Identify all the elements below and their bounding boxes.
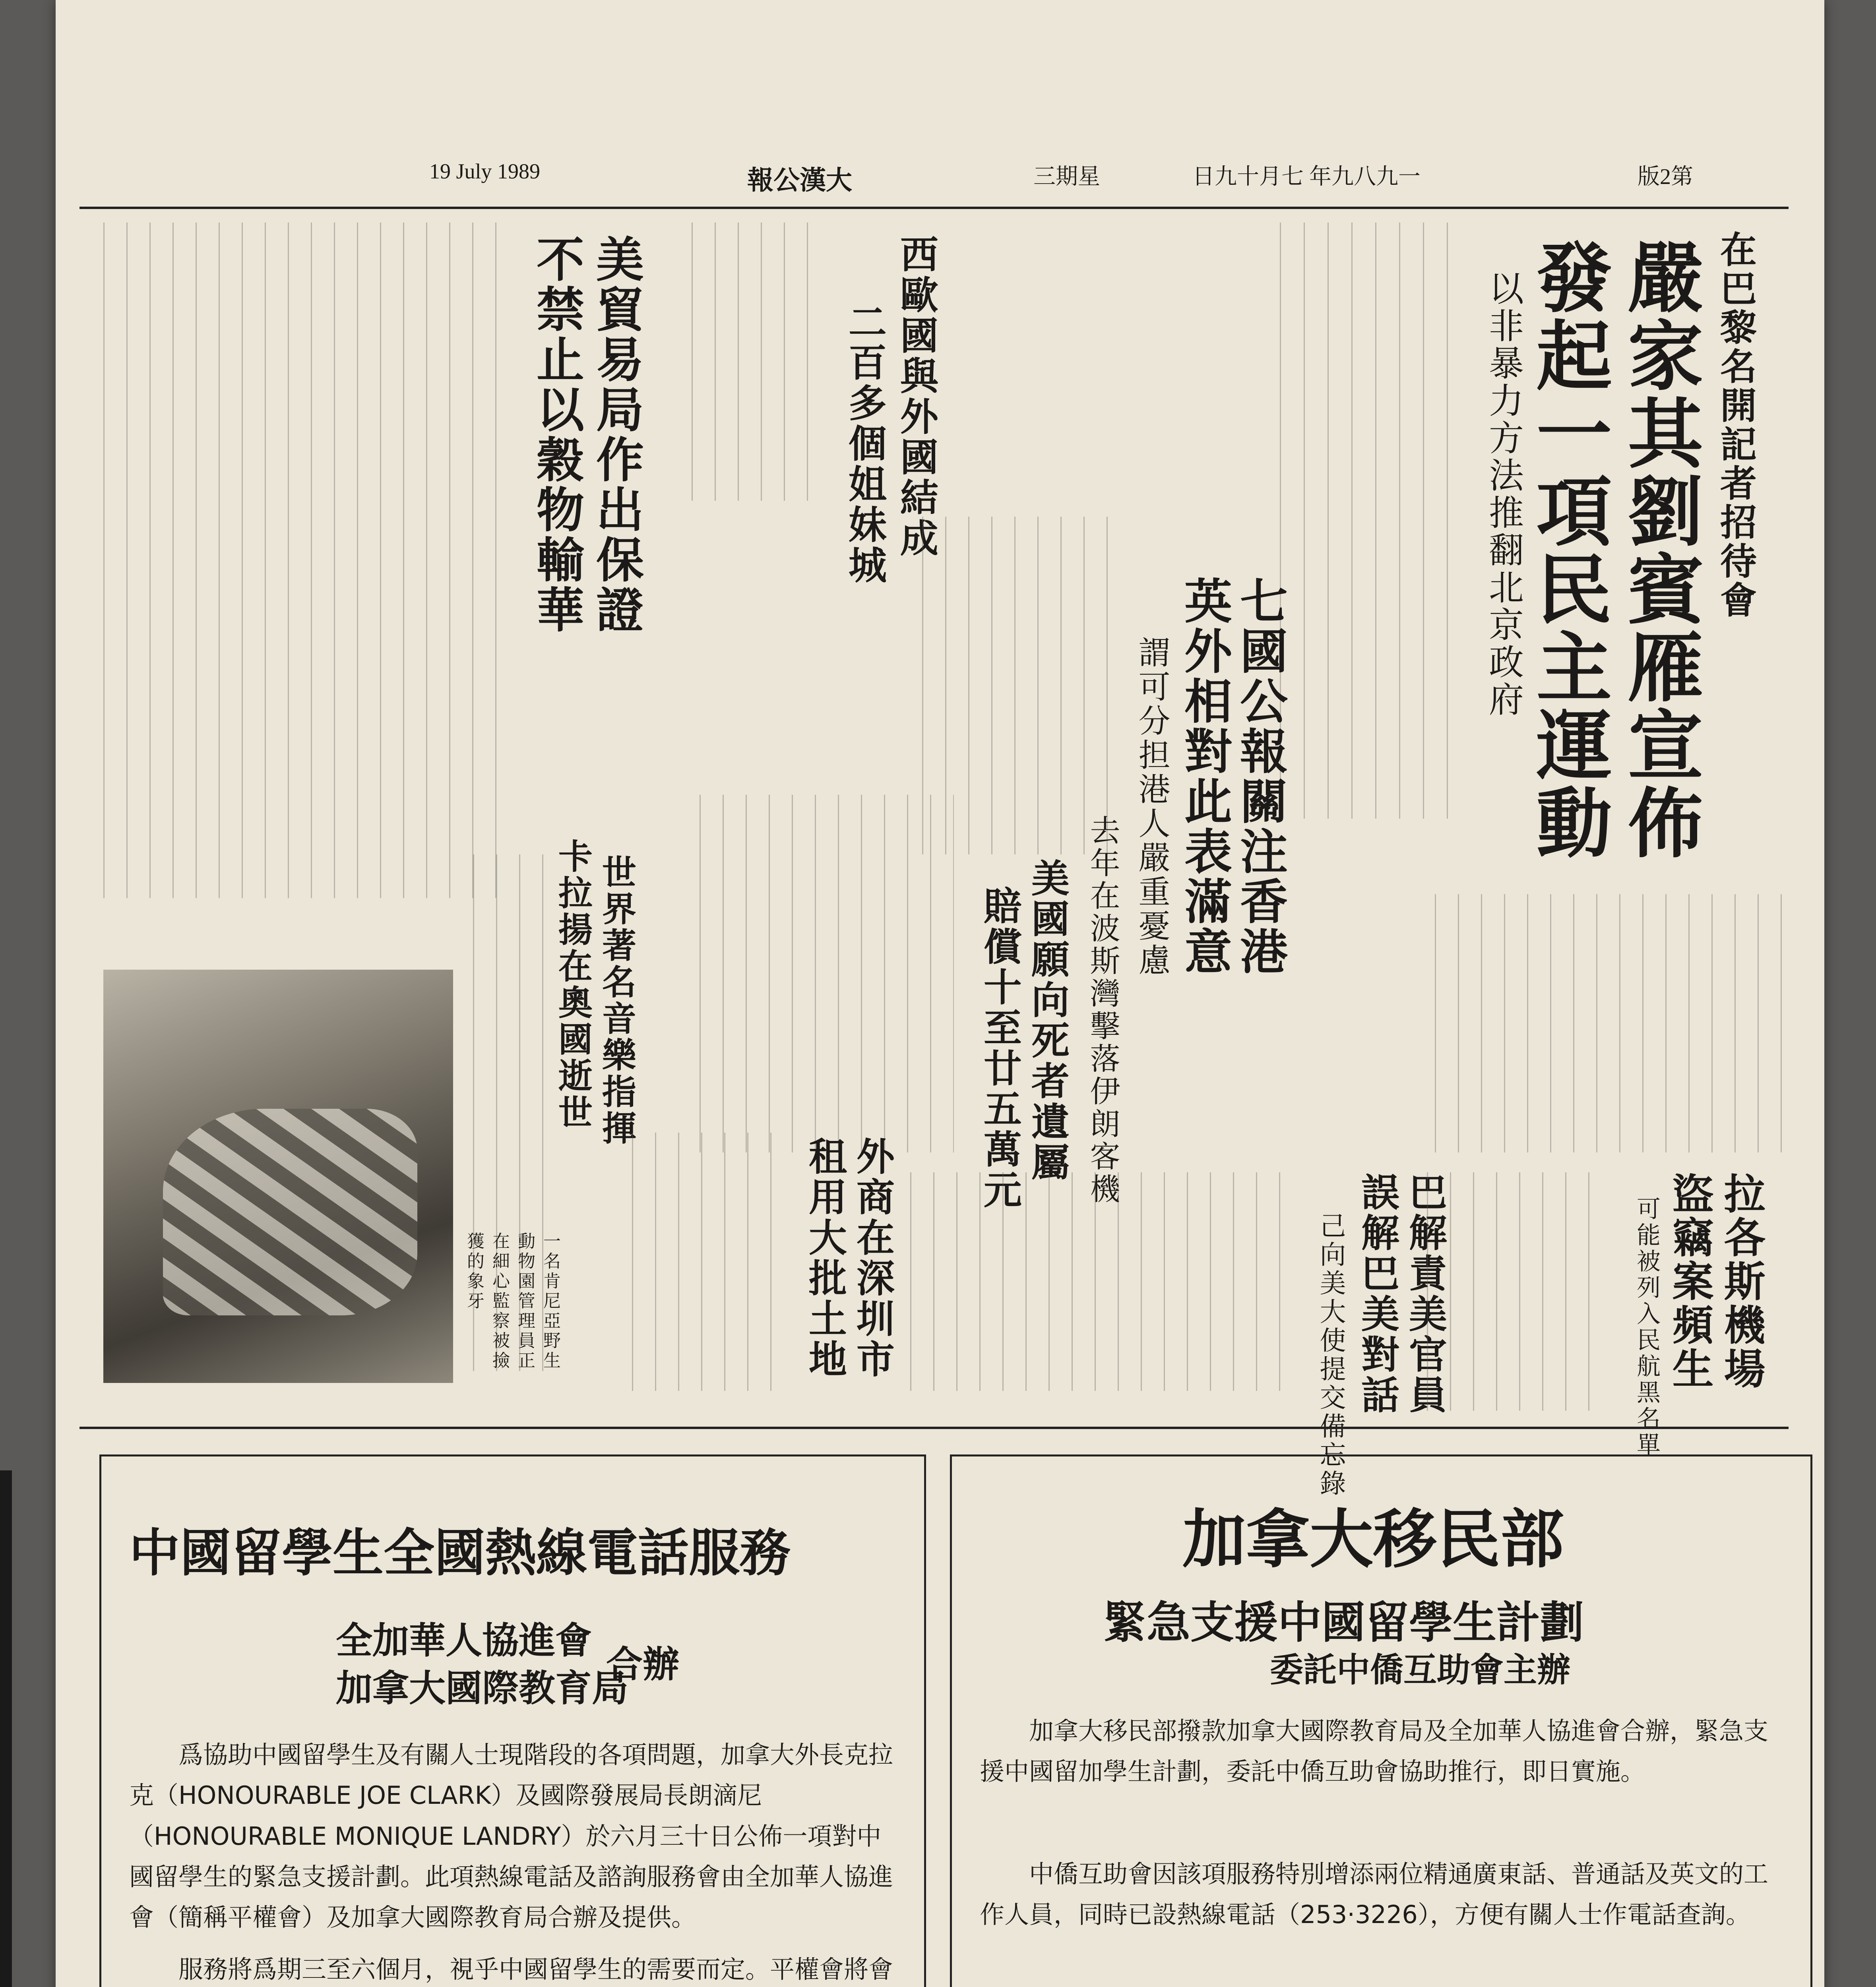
hk-subhead: 謂可分担港人嚴重憂慮 bbox=[1133, 636, 1170, 978]
panama-subhead: 己向美大使提交備忘錄 bbox=[1315, 1212, 1346, 1498]
airport-headline-1: 拉各斯機場 bbox=[1717, 1172, 1766, 1391]
ad-hotline-paragraph-1: 爲協助中國留學生及有關人士現階段的各項問題，加拿大外長克拉克（HONOURABLE JOE CLARK）及國際發展局長朗滴尼（HONOURABLE MONIQUE LANDRY）於六月三十日公佈一項對中國留學生的緊急支援計劃。此項熱線電話及諮詢服務會由全加華人協進會（簡稱平權會）及加拿大國際教育局合辦及提供。 bbox=[129, 1740, 893, 1932]
ad-immigration-sponsor: 委託中僑互助會主辦 bbox=[1270, 1650, 1571, 1689]
ad-hotline-org-2: 加拿大國際教育局 bbox=[336, 1667, 629, 1710]
ad-hotline-org-1: 全加華人協進會 bbox=[336, 1619, 592, 1662]
ad-immigration-title: 加拿大移民部 bbox=[1182, 1502, 1564, 1576]
panama-body-text bbox=[910, 1172, 1292, 1391]
sister-headline-2: 二百多個姐妹城 bbox=[842, 302, 887, 586]
democracy-subhead: 以非暴力方法推翻北京政府 bbox=[1483, 270, 1524, 718]
democracy-body-text bbox=[1280, 223, 1463, 819]
ad-immigration-paragraph-1: 加拿大移民部撥款加拿大國際教育局及全加華人協進會合辦，緊急支援中國留加學生計劃，委託中僑互助會協助推行，即日實施。 bbox=[980, 1716, 1769, 1786]
shenzhen-headline-2: 租用大批土地 bbox=[802, 1137, 847, 1380]
hk-headline-1: 七國公報關注香港 bbox=[1232, 576, 1287, 977]
airport-subhead: 可能被列入民航黑名單 bbox=[1633, 1196, 1661, 1458]
trade-headline-1: 美貿易局作出保證 bbox=[588, 234, 643, 635]
ads-top-rule bbox=[79, 1427, 1789, 1429]
paper-name: 報公漢大 bbox=[747, 166, 852, 195]
newspaper-page bbox=[56, 0, 1824, 1987]
panama-headline-2: 誤解巴美對話 bbox=[1355, 1172, 1400, 1416]
democracy-kicker: 在巴黎名開記者招待會 bbox=[1714, 230, 1757, 620]
masthead bbox=[79, 151, 1797, 195]
hk-headline-2: 英外相對此表滿意 bbox=[1176, 576, 1232, 977]
page-number: 版2第 bbox=[1638, 165, 1693, 189]
shenzhen-body-text bbox=[632, 1133, 791, 1391]
ad-hotline-paragraph-2: 服務將爲期三至六個月，視乎中國留學生的需要而定。平權會將會 bbox=[178, 1955, 893, 1984]
weekday: 三期星 bbox=[1033, 165, 1100, 189]
ad-immigration bbox=[950, 1454, 1812, 1987]
ad-hotline bbox=[99, 1454, 926, 1987]
ad-immigration-paragraph-2: 中僑互助會因該項服務特別增添兩位精通廣東話、普通話及英文的工作人員，同時已設熱線電話（253·3226），方便有關人士作電話查詢。 bbox=[980, 1859, 1769, 1929]
airport-headline-2: 盜竊案頻生 bbox=[1665, 1172, 1714, 1391]
sister-headline-1: 西歐國與外國結成 bbox=[894, 234, 939, 559]
trade-body-text bbox=[103, 223, 513, 898]
ad-hotline-joint: 合辦 bbox=[606, 1643, 680, 1686]
trade-headline-2: 不禁止以穀物輸華 bbox=[529, 234, 584, 635]
conductor-headline-1: 世界著名音樂指揮 bbox=[596, 854, 636, 1147]
sister-body-text bbox=[692, 223, 827, 501]
date-english: 19 July 1989 bbox=[429, 159, 541, 183]
iran-headline-2: 賠償十至廿五萬元 bbox=[977, 886, 1022, 1210]
iran-headline-1: 美國願向死者遺屬 bbox=[1025, 858, 1070, 1183]
airport-body-text bbox=[1435, 894, 1793, 1152]
ad-hotline-title: 中國留學生全國熱線電話服務 bbox=[129, 1524, 791, 1583]
photo-caption: 一名肯尼亞野生動物園管理員正在細心監察被撿獲的象牙 bbox=[464, 1232, 560, 1371]
iran-body-text bbox=[700, 795, 954, 1152]
democracy-headline-2: 發起一項民主運動 bbox=[1524, 238, 1612, 862]
date-chinese: 日九十月七 年九八九一 bbox=[1192, 165, 1421, 189]
iran-subhead: 去年在波斯灣擊落伊朗客機 bbox=[1085, 815, 1120, 1206]
democracy-headline-1: 嚴家其劉賓雁宣佈 bbox=[1615, 238, 1703, 862]
ad-immigration-subtitle: 緊急支援中國留學生計劃 bbox=[1103, 1597, 1584, 1648]
ivory-photo bbox=[103, 970, 453, 1383]
panama-headline-1: 巴解責美官員 bbox=[1403, 1172, 1448, 1416]
masthead-rule bbox=[79, 207, 1789, 209]
shenzhen-headline-1: 外商在深圳市 bbox=[850, 1137, 895, 1380]
airport-body-text-2 bbox=[1427, 1172, 1610, 1411]
conductor-headline-2: 卡拉揚在奧國逝世 bbox=[552, 839, 592, 1131]
scan-edge bbox=[0, 1470, 12, 1987]
